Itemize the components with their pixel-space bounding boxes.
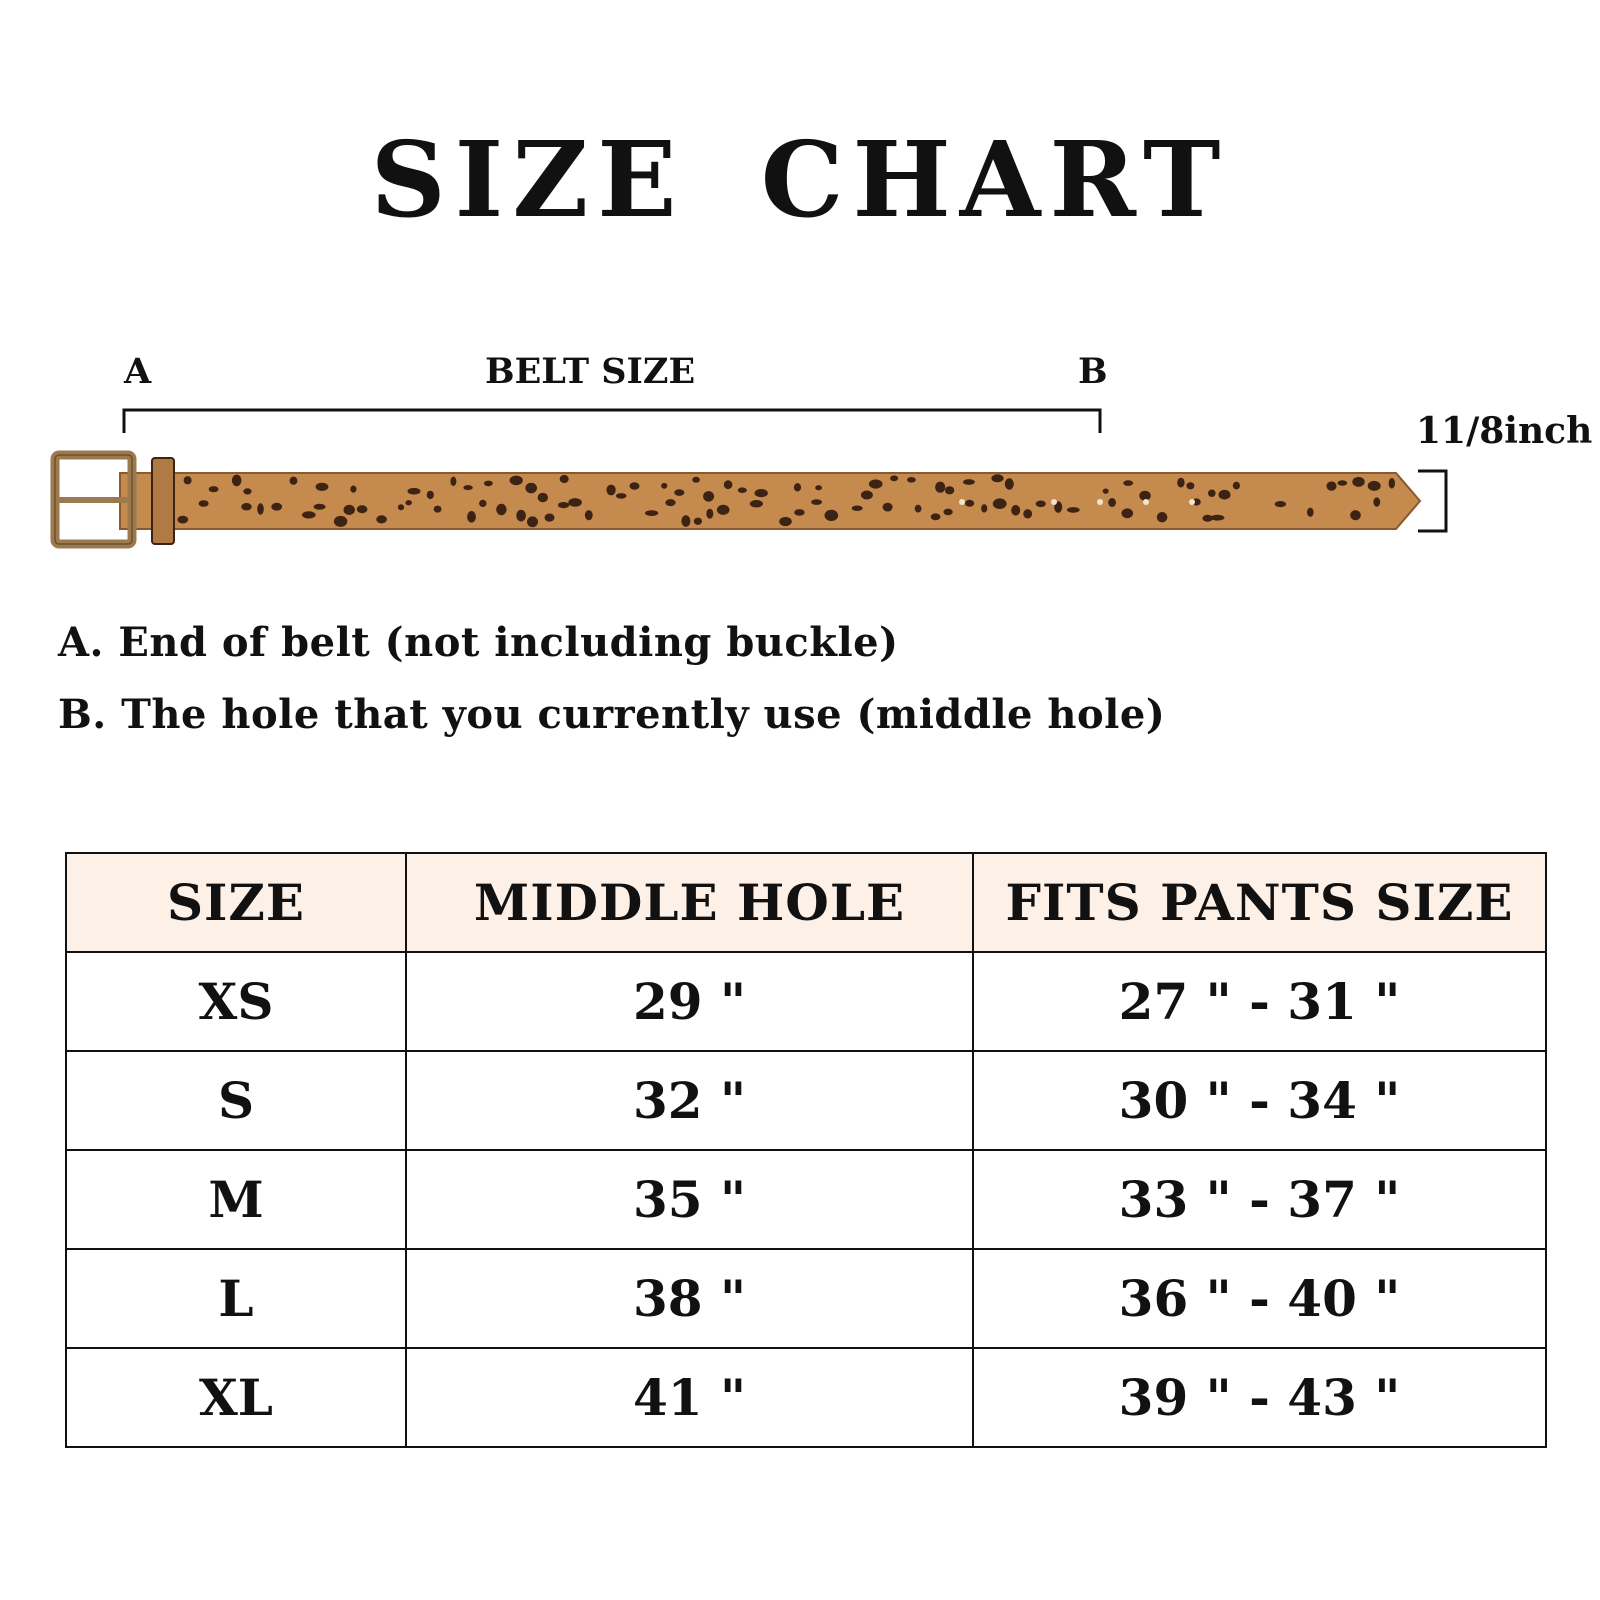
leopard-spot [1307, 508, 1314, 517]
cell-size: XL [66, 1348, 406, 1447]
width-bracket [1418, 471, 1446, 531]
leopard-spot [943, 509, 952, 516]
leopard-spot [883, 503, 893, 512]
leopard-spot [717, 505, 730, 515]
leopard-spot [630, 482, 640, 489]
leopard-spot [1023, 509, 1032, 518]
leopard-spot [257, 503, 264, 514]
leopard-spot [1352, 477, 1364, 487]
leopard-spot [915, 505, 922, 513]
leopard-spot [1067, 507, 1080, 513]
leopard-spot [755, 489, 768, 497]
leopard-spot [232, 475, 242, 487]
leopard-spot [1368, 481, 1381, 491]
leopard-spot [484, 481, 493, 487]
cell-middle-hole: 35 " [406, 1150, 973, 1249]
note-a: A. End of belt (not including buckle) [58, 619, 899, 666]
leopard-spot [1350, 510, 1361, 520]
leopard-spot [398, 504, 404, 510]
leopard-spot [1036, 501, 1046, 508]
buckle-icon [55, 455, 132, 544]
leopard-spot [1123, 480, 1133, 486]
leopard-spot [706, 509, 713, 519]
table-row [66, 952, 1546, 1051]
leopard-spot [738, 487, 747, 493]
leopard-spot [794, 483, 801, 491]
leopard-spot [408, 488, 421, 495]
leopard-spot [907, 477, 916, 483]
leopard-spot [316, 483, 329, 491]
leopard-spot [852, 506, 863, 511]
belt-width-label: 11/8inch [1416, 410, 1593, 452]
leopard-spot [1011, 505, 1020, 516]
leopard-spot [209, 486, 219, 492]
leopard-spot [479, 500, 486, 507]
notes [58, 620, 1165, 764]
leopard-spot [869, 479, 883, 488]
leopard-spot [1122, 508, 1134, 518]
leopard-spot [811, 499, 822, 505]
leopard-spot [1219, 490, 1231, 500]
leopard-spot [750, 500, 763, 507]
leopard-spot [585, 510, 593, 520]
leopard-spot [674, 489, 684, 496]
leopard-spot [1210, 515, 1224, 521]
leopard-spot [993, 498, 1007, 509]
leopard-spot [1157, 512, 1168, 522]
cell-middle-hole: 38 " [406, 1249, 973, 1348]
header-fits-pants-size: FITS PANTS SIZE [973, 853, 1546, 952]
leopard-spot [525, 483, 537, 494]
cell-size: L [66, 1249, 406, 1348]
label-b: B [1078, 351, 1108, 392]
leopard-spot [344, 505, 355, 515]
leopard-spot [991, 474, 1003, 482]
leopard-spot [516, 510, 526, 522]
leopard-spot [177, 516, 188, 524]
leopard-spot [350, 486, 356, 493]
leopard-spot [665, 499, 675, 506]
leopard-spot [779, 517, 792, 526]
leopard-spot [981, 504, 987, 512]
leopard-spot [1233, 482, 1240, 490]
leopard-spot [1208, 490, 1216, 497]
leopard-spot [1177, 478, 1184, 488]
page-title: SIZE CHART [370, 118, 1230, 241]
leopard-spot [1275, 501, 1286, 507]
leopard-spot [890, 475, 898, 481]
leopard-spot [545, 514, 555, 522]
label-a: A [124, 351, 152, 392]
leopard-spot [450, 477, 456, 486]
leopard-spot [825, 510, 839, 521]
leopard-spot [692, 477, 700, 483]
leopard-spot [815, 485, 822, 490]
leopard-spot [1327, 481, 1337, 490]
cell-middle-hole: 41 " [406, 1348, 973, 1447]
belt-strap [120, 473, 1420, 529]
table-row [66, 1348, 1546, 1447]
cell-size: S [66, 1051, 406, 1150]
leopard-spot [510, 476, 523, 486]
leopard-spot [199, 500, 209, 507]
leopard-spot [290, 477, 298, 485]
leopard-spot [1108, 498, 1116, 507]
belt-illustration [0, 330, 1600, 570]
leopard-spot [616, 493, 627, 499]
leopard-spot [645, 510, 658, 516]
cell-middle-hole: 32 " [406, 1051, 973, 1150]
leopard-spot [724, 480, 733, 489]
leopard-spot [963, 479, 975, 485]
leopard-spot [935, 482, 945, 493]
table-header-row [66, 853, 1546, 952]
leopard-spot [861, 491, 873, 500]
table-row [66, 1150, 1546, 1249]
table-row [66, 1051, 1546, 1150]
size-table [65, 852, 1547, 1448]
cell-fits: 36 " - 40 " [973, 1249, 1546, 1348]
measurement-bracket [124, 410, 1100, 433]
leopard-spot [703, 491, 714, 502]
leopard-spot [965, 500, 974, 507]
header-middle-hole: MIDDLE HOLE [406, 853, 973, 952]
belt-diagram [0, 330, 1600, 570]
leopard-spot [1337, 480, 1347, 485]
leopard-spot [243, 488, 251, 494]
leopard-spot [607, 485, 616, 496]
leopard-spot [558, 502, 569, 508]
leopard-spot [694, 518, 702, 525]
leopard-spot [463, 485, 472, 490]
cell-fits: 30 " - 34 " [973, 1051, 1546, 1150]
table-row [66, 1249, 1546, 1348]
leopard-spot [661, 483, 667, 489]
leopard-spot [794, 509, 805, 516]
leopard-spot [568, 498, 582, 507]
header-size: SIZE [66, 853, 406, 952]
leopard-spot [314, 504, 326, 510]
leopard-spot [334, 516, 347, 527]
leopard-spot [945, 486, 954, 494]
leopard-spot [427, 491, 434, 499]
cell-size: M [66, 1150, 406, 1249]
leopard-spot [405, 500, 412, 505]
cell-middle-hole: 29 " [406, 952, 973, 1051]
leopard-spot [357, 505, 368, 513]
leopard-spot [496, 504, 506, 515]
leopard-spot [538, 493, 548, 503]
belt-keeper [152, 458, 174, 544]
leopard-spot [434, 506, 442, 513]
leopard-spot [1373, 497, 1380, 506]
leopard-spot [1389, 478, 1395, 489]
leopard-spot [1186, 482, 1194, 489]
cell-fits: 33 " - 37 " [973, 1150, 1546, 1249]
cell-size: XS [66, 952, 406, 1051]
leopard-spot [931, 513, 941, 520]
leopard-spot [467, 511, 476, 523]
leopard-spot [681, 515, 690, 527]
leopard-spot [241, 503, 251, 510]
leopard-spot [527, 516, 538, 527]
leopard-spot [184, 476, 192, 484]
leopard-spot [1103, 489, 1109, 494]
leopard-spot [1005, 478, 1014, 489]
leopard-spot [376, 515, 387, 523]
cell-fits: 27 " - 31 " [973, 952, 1546, 1051]
cell-fits: 39 " - 43 " [973, 1348, 1546, 1447]
leopard-spot [560, 475, 569, 483]
note-b: B. The hole that you currently use (middle hole) [58, 691, 1166, 738]
belt-size-label: BELT SIZE [485, 351, 696, 392]
leopard-spot [302, 511, 316, 518]
leopard-spot [271, 503, 282, 511]
